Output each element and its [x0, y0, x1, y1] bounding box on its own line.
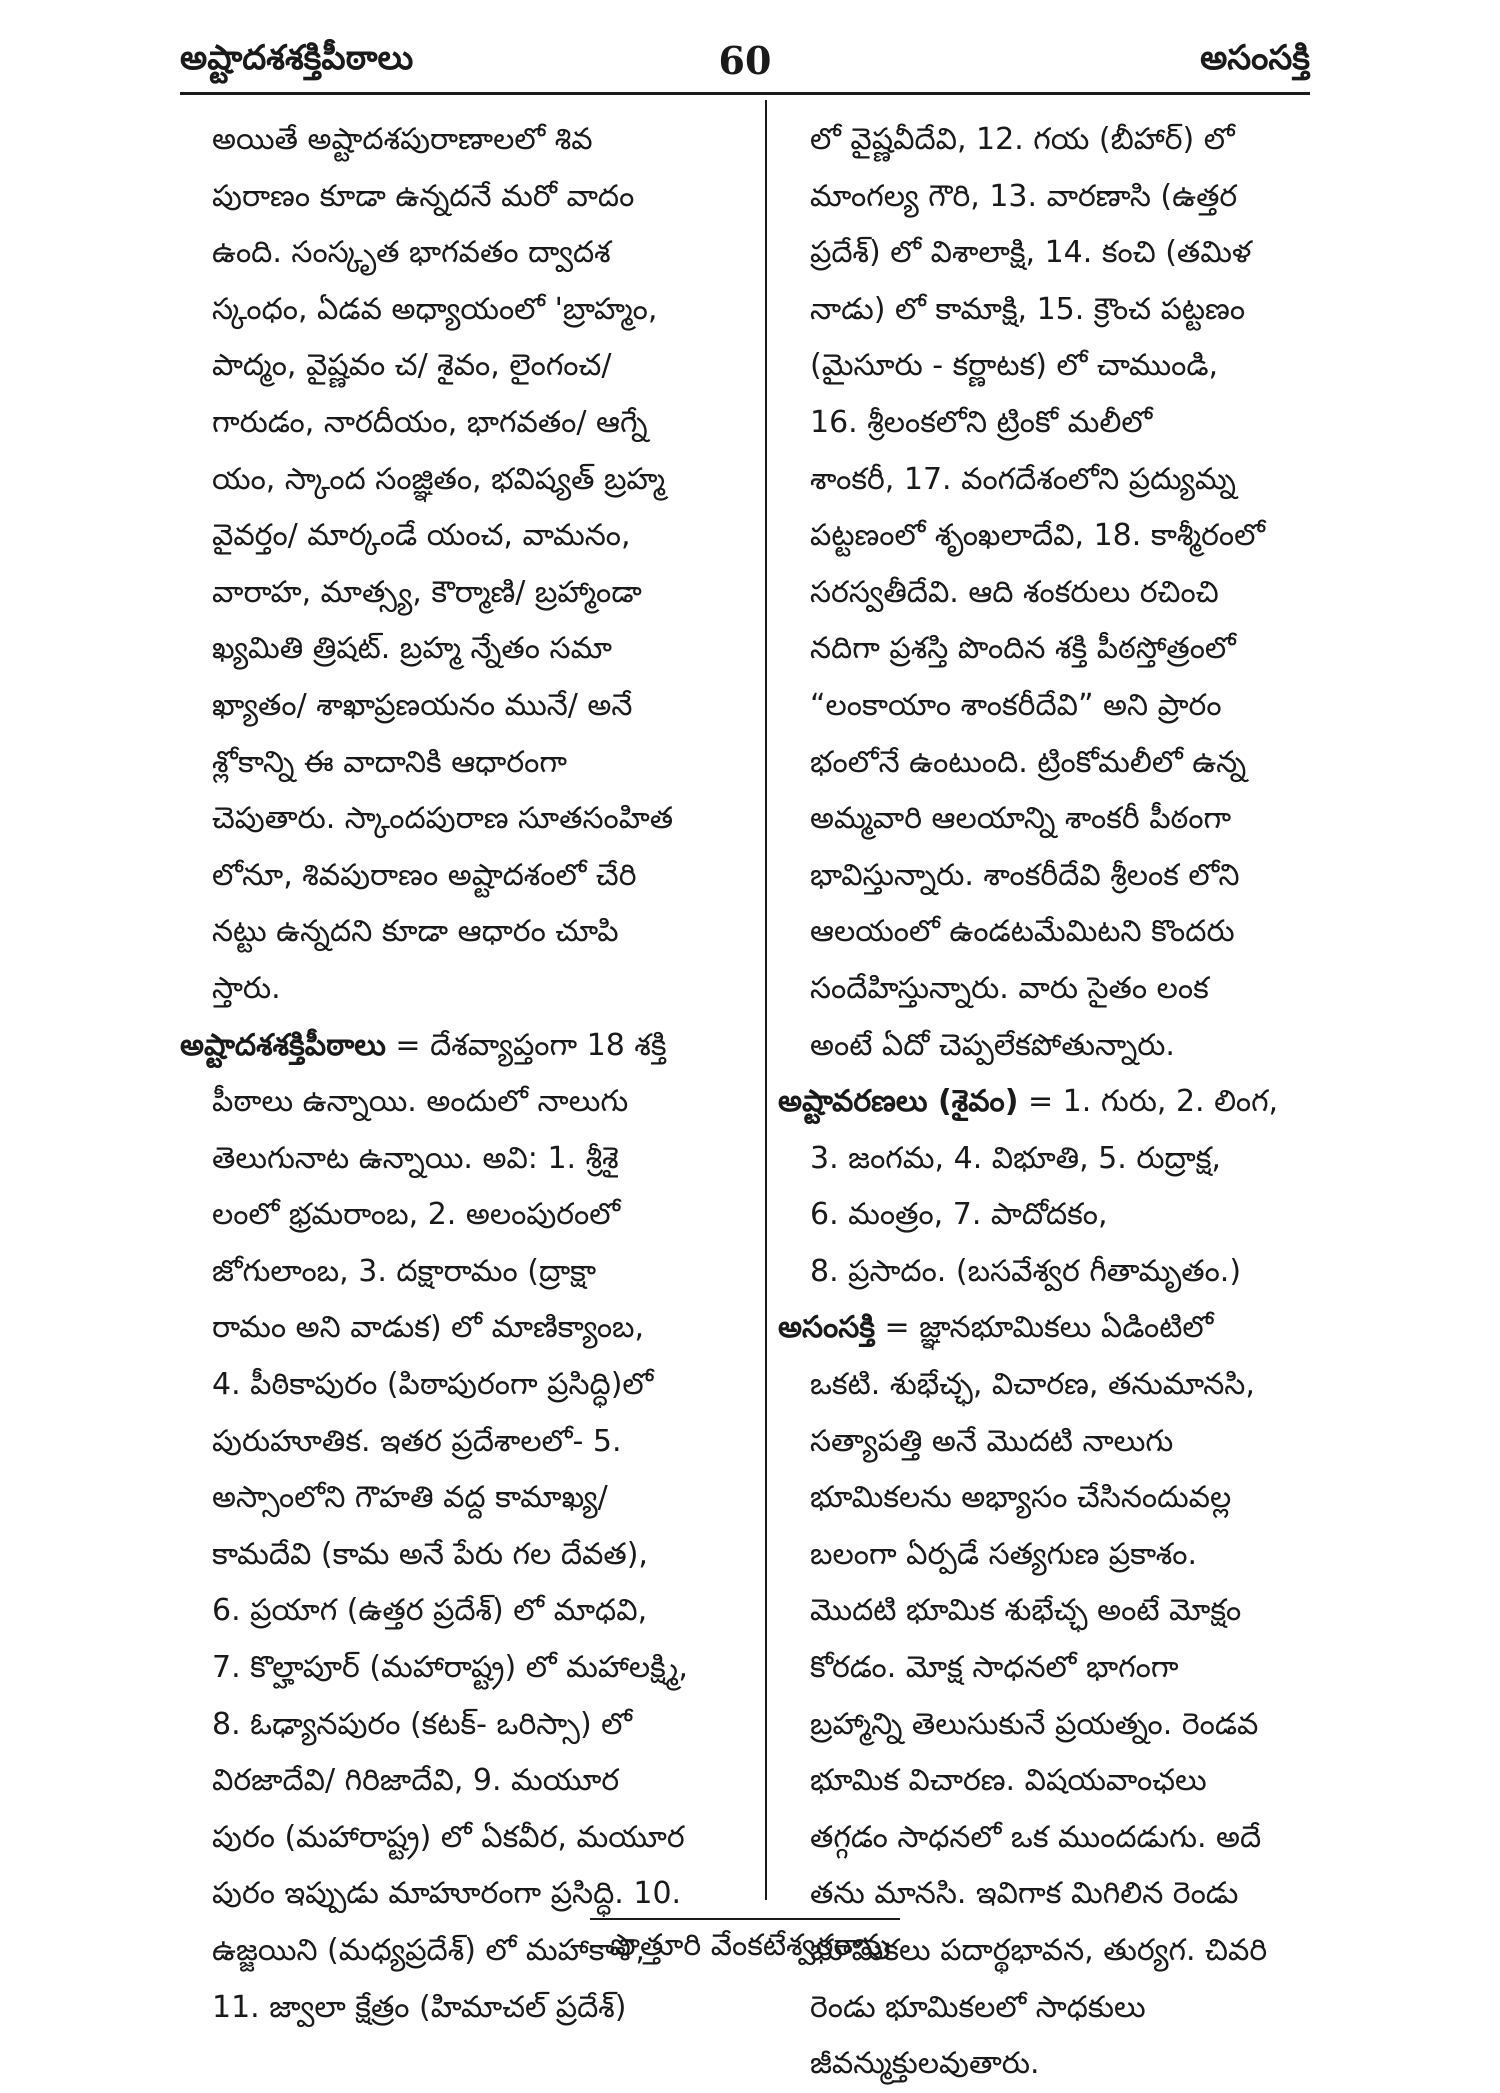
line-text: = 1. గురు, 2. లింగ,	[1018, 1084, 1279, 1120]
text-line	[778, 395, 1308, 452]
line-text: రెండు భూమికలలో సాధకులు	[810, 1989, 1146, 2025]
line-text: పురుహూతిక. ఇతర ప్రదేశాలలో- 5.	[212, 1423, 622, 1459]
text-line	[180, 1244, 740, 1301]
text-line	[180, 452, 740, 509]
text-line	[180, 1640, 740, 1697]
line-text: స్తారు.	[212, 970, 281, 1006]
text-line	[180, 1187, 740, 1244]
entry-line	[778, 1300, 1308, 1357]
text-line	[180, 848, 740, 905]
line-text: లో వైష్ణవీదేవి, 12. గయ (బీహార్) లో	[810, 122, 1235, 157]
line-text: వారాహ, మాత్స్య, కౌర్మాణి/ బ్రహ్మాండా	[212, 574, 642, 610]
line-text: = దేశవ్యాప్తంగా 18 శక్తి	[385, 1027, 667, 1063]
text-line	[778, 282, 1308, 339]
text-line	[778, 1357, 1308, 1414]
line-text: తగ్గడం సాధనలో ఒక ముందడుగు. అదే	[810, 1819, 1262, 1855]
line-text: లంలో భ్రమరాంబ, 2. అలంపురంలో	[212, 1197, 621, 1233]
text-line	[180, 395, 740, 452]
text-line	[778, 904, 1308, 961]
text-line	[778, 508, 1308, 565]
line-text: మాంగల్య గౌరి, 13. వారణాసి (ఉత్తర	[810, 178, 1238, 214]
line-text: జీవన్ముక్తులవుతారు.	[810, 2046, 1040, 2082]
text-line	[180, 678, 740, 735]
text-line	[180, 169, 740, 226]
line-text: విరజాదేవి/ గిరిజాదేవి, 9. మయూర	[212, 1763, 620, 1799]
entry-term: అష్టాదశశక్తిపీఠాలు	[180, 1027, 386, 1063]
line-text: భూమికలు పదార్థభావన, తుర్యగ. చివరి	[810, 1933, 1268, 1968]
left-column	[180, 112, 740, 2036]
line-text: ఖ్యమితి త్రిషట్. బ్రహ్మ న్నేతం సమా	[212, 631, 612, 667]
entry-line	[778, 1074, 1308, 1131]
text-line	[180, 904, 740, 961]
footer-rule	[590, 1918, 900, 1920]
line-text: భావిస్తున్నారు. శాంకరీదేవి శ్రీలంక లోని	[810, 857, 1240, 893]
line-text: వైవర్తం/ మార్కండే యంచ, వామనం,	[212, 518, 631, 554]
text-line	[778, 791, 1308, 848]
text-line	[180, 112, 740, 169]
line-text: బలంగా ఏర్పడే సత్యగుణ ప్రకాశం.	[810, 1536, 1198, 1572]
line-text: ఉంది. సంస్కృత భాగవతం ద్వాదశ	[212, 235, 611, 271]
text-line	[778, 678, 1308, 735]
line-text: తను మానసి. ఇవిగాక మిగిలిన రెండు	[810, 1876, 1239, 1912]
column-divider	[765, 100, 767, 1900]
text-line	[180, 735, 740, 792]
text-line	[778, 112, 1308, 169]
line-text: పీఠాలు ఉన్నాయి. అందులో నాలుగు	[212, 1084, 629, 1120]
line-text: ప్రదేశ్) లో విశాలాక్షి, 14. కంచి (తమిళ	[810, 235, 1252, 271]
line-text: ఖ్యాతం/ శాఖాప్రణయనం మునే/ అనే	[212, 687, 633, 723]
line-text: పట్టణంలో శృంఖలాదేవి, 18. కాశ్మీరంలో	[810, 518, 1265, 554]
entry-term: అసంసక్తి	[778, 1310, 875, 1346]
line-text: సరస్వతీదేవి. ఆది శంకరులు రచించి	[810, 574, 1219, 610]
line-text: ఆలయంలో ఉండటమేమిటని కొందరు	[810, 914, 1235, 950]
text-line	[778, 338, 1308, 395]
text-line	[180, 1583, 740, 1640]
right-column	[778, 112, 1308, 2093]
text-line	[778, 169, 1308, 226]
text-line	[180, 338, 740, 395]
text-line	[180, 225, 740, 282]
line-text: తెలుగునాట ఉన్నాయి. అవి: 1. శ్రీశై	[212, 1140, 619, 1176]
line-text: నదిగా ప్రశస్తి పొందిన శక్తి పీఠస్తోత్రంలో	[810, 631, 1236, 667]
text-line	[778, 1640, 1308, 1697]
text-line	[778, 735, 1308, 792]
line-text: 6. మంత్రం, 7. పాదోదకం,	[810, 1197, 1108, 1233]
line-text: ఉజ్జయిని (మధ్యప్రదేశ్) లో మహాకాళి,	[212, 1933, 645, 1968]
text-line	[778, 1583, 1308, 1640]
header-first-entry: అష్టాదశశక్తిపీఠాలు	[180, 38, 414, 78]
line-text: పాద్మం, వైష్ణవం చ/ శైవం, లైంగంచ/	[212, 348, 612, 384]
text-line	[778, 621, 1308, 678]
line-text: లోనూ, శివపురాణం అష్టాదశంలో చేరి	[212, 857, 637, 893]
line-text: సందేహిస్తున్నారు. వారు సైతం లంక	[810, 970, 1209, 1006]
line-text: = జ్ఞానభూమికలు ఏడింటిలో	[875, 1310, 1214, 1346]
header-rule	[180, 92, 1310, 95]
line-text: 4. పీఠికాపురం (పిఠాపురంగా ప్రసిద్ధి)లో	[212, 1367, 654, 1403]
text-line	[180, 282, 740, 339]
line-text: చెపుతారు. స్కాందపురాణ సూతసంహిత	[212, 801, 674, 837]
line-text: భూమిక విచారణ. విషయవాంఛలు	[810, 1763, 1207, 1799]
text-line	[180, 621, 740, 678]
text-line	[778, 1470, 1308, 1527]
text-line	[778, 848, 1308, 905]
page-number: 60	[718, 38, 772, 83]
line-text: నాడు) లో కామాక్షి, 15. క్రౌంచ పట్టణం	[810, 291, 1246, 327]
text-line	[778, 1018, 1308, 1075]
entry-line	[180, 1018, 740, 1075]
footer-author: పొత్తూరి వేంకటేశ్వరరావు	[609, 1928, 891, 1963]
text-line	[778, 1131, 1308, 1188]
line-text: 11. జ్వాలా క్షేత్రం (హిమాచల్ ప్రదేశ్)	[212, 1989, 627, 2025]
line-text: పురాణం కూడా ఉన్నదనే మరో వాదం	[212, 178, 635, 214]
line-text: అంటే ఏదో చెప్పలేకపోతున్నారు.	[810, 1027, 1175, 1063]
running-head	[180, 30, 1310, 90]
line-text: “లంకాయాం శాంకరీదేవి” అని ప్రారం	[810, 687, 1222, 723]
header-last-entry: అసంసక్తి	[1200, 38, 1310, 78]
line-text: 8. ఓఢ్యానపురం (కటక్- ఒరిస్సా) లో	[212, 1706, 633, 1742]
line-text: పురం ఇప్పుడు మాహూరంగా ప్రసిద్ధి. 10.	[212, 1876, 682, 1912]
text-line	[778, 1187, 1308, 1244]
text-line	[778, 1527, 1308, 1584]
text-line	[180, 1810, 740, 1867]
text-line	[778, 961, 1308, 1018]
text-line	[778, 1414, 1308, 1471]
line-text: నట్టు ఉన్నదని కూడా ఆధారం చూపి	[212, 914, 619, 950]
line-text: (మైసూరు - కర్ణాటక) లో చాముండి,	[810, 348, 1219, 384]
line-text: బ్రహ్మాన్ని తెలుసుకునే ప్రయత్నం. రెండవ	[810, 1706, 1259, 1742]
line-text: యం, స్కాంద సంజ్ఞితం, భవిష్యత్ బ్రహ్మ	[212, 461, 666, 497]
line-text: కామదేవి (కామ అనే పేరు గల దేవత),	[212, 1536, 648, 1572]
text-line	[180, 1697, 740, 1754]
line-text: భూమికలను అభ్యాసం చేసినందువల్ల	[810, 1480, 1232, 1516]
text-line	[778, 225, 1308, 282]
text-line	[180, 961, 740, 1018]
text-line	[778, 1980, 1308, 2037]
line-text: అయితే అష్టాదశపురాణాలలో శివ	[212, 122, 593, 157]
text-line	[778, 2036, 1308, 2093]
line-text: రామం అని వాడుక) లో మాణిక్యాంబ,	[212, 1310, 645, 1346]
line-text: 8. ప్రసాదం. (బసవేశ్వర గీతామృతం.)	[810, 1253, 1242, 1289]
line-text: అమ్మవారి ఆలయాన్ని శాంకరీ పీఠంగా	[810, 801, 1232, 837]
text-line	[180, 565, 740, 622]
line-text: శ్లోకాన్ని ఈ వాదానికి ఆధారంగా	[212, 744, 567, 780]
text-line	[778, 452, 1308, 509]
text-line	[180, 1980, 740, 2037]
text-line	[180, 1866, 740, 1923]
text-line	[180, 508, 740, 565]
line-text: 6. ప్రయాగ (ఉత్తర ప్రదేశ్) లో మాధవి,	[212, 1593, 648, 1629]
text-line	[180, 1470, 740, 1527]
text-line	[180, 1131, 740, 1188]
line-text: 16. శ్రీలంకలోని ట్రింకో మలీలో	[810, 404, 1153, 440]
text-line	[180, 791, 740, 848]
line-text: కోరడం. మోక్ష సాధనలో భాగంగా	[810, 1650, 1179, 1686]
text-line	[778, 1866, 1308, 1923]
text-line	[180, 1357, 740, 1414]
line-text: భంలోనే ఉంటుంది. ట్రింకోమలీలో ఉన్న	[810, 744, 1247, 780]
line-text: అస్సాంలోని గౌహతి వద్ద కామాఖ్య/	[212, 1480, 608, 1516]
line-text: 7. కొల్హాపూర్ (మహారాష్ట్ర) లో మహాలక్ష్మి,	[212, 1650, 688, 1686]
entry-term: అష్టావరణలు (శైవం)	[778, 1084, 1019, 1120]
text-line	[778, 565, 1308, 622]
text-line	[180, 1527, 740, 1584]
line-text: జోగులాంబ, 3. దక్షారామం (ద్రాక్షా	[212, 1253, 597, 1289]
text-line	[778, 1697, 1308, 1754]
text-line	[180, 1074, 740, 1131]
text-line	[180, 1753, 740, 1810]
line-text: ఒకటి. శుభేచ్ఛ, విచారణ, తనుమానసి,	[810, 1367, 1255, 1403]
line-text: శాంకరీ, 17. వంగదేశంలోని ప్రద్యుమ్న	[810, 461, 1236, 497]
line-text: స్కంధం, ఏడవ అధ్యాయంలో 'బ్రాహ్మం,	[212, 291, 658, 327]
line-text: గారుడం, నారదీయం, భాగవతం/ ఆగ్నే	[212, 404, 648, 440]
text-line	[778, 1810, 1308, 1867]
line-text: 3. జంగమ, 4. విభూతి, 5. రుద్రాక్ష,	[810, 1140, 1221, 1176]
text-line	[778, 1244, 1308, 1301]
line-text: పురం (మహారాష్ట్ర) లో ఏకవీర, మయూర	[212, 1819, 685, 1855]
text-line	[778, 1753, 1308, 1810]
text-line	[180, 1414, 740, 1471]
line-text: మొదటి భూమిక శుభేచ్ఛ అంటే మోక్షం	[810, 1593, 1242, 1629]
text-line	[180, 1300, 740, 1357]
line-text: సత్యాపత్తి అనే మొదటి నాలుగు	[810, 1423, 1174, 1459]
